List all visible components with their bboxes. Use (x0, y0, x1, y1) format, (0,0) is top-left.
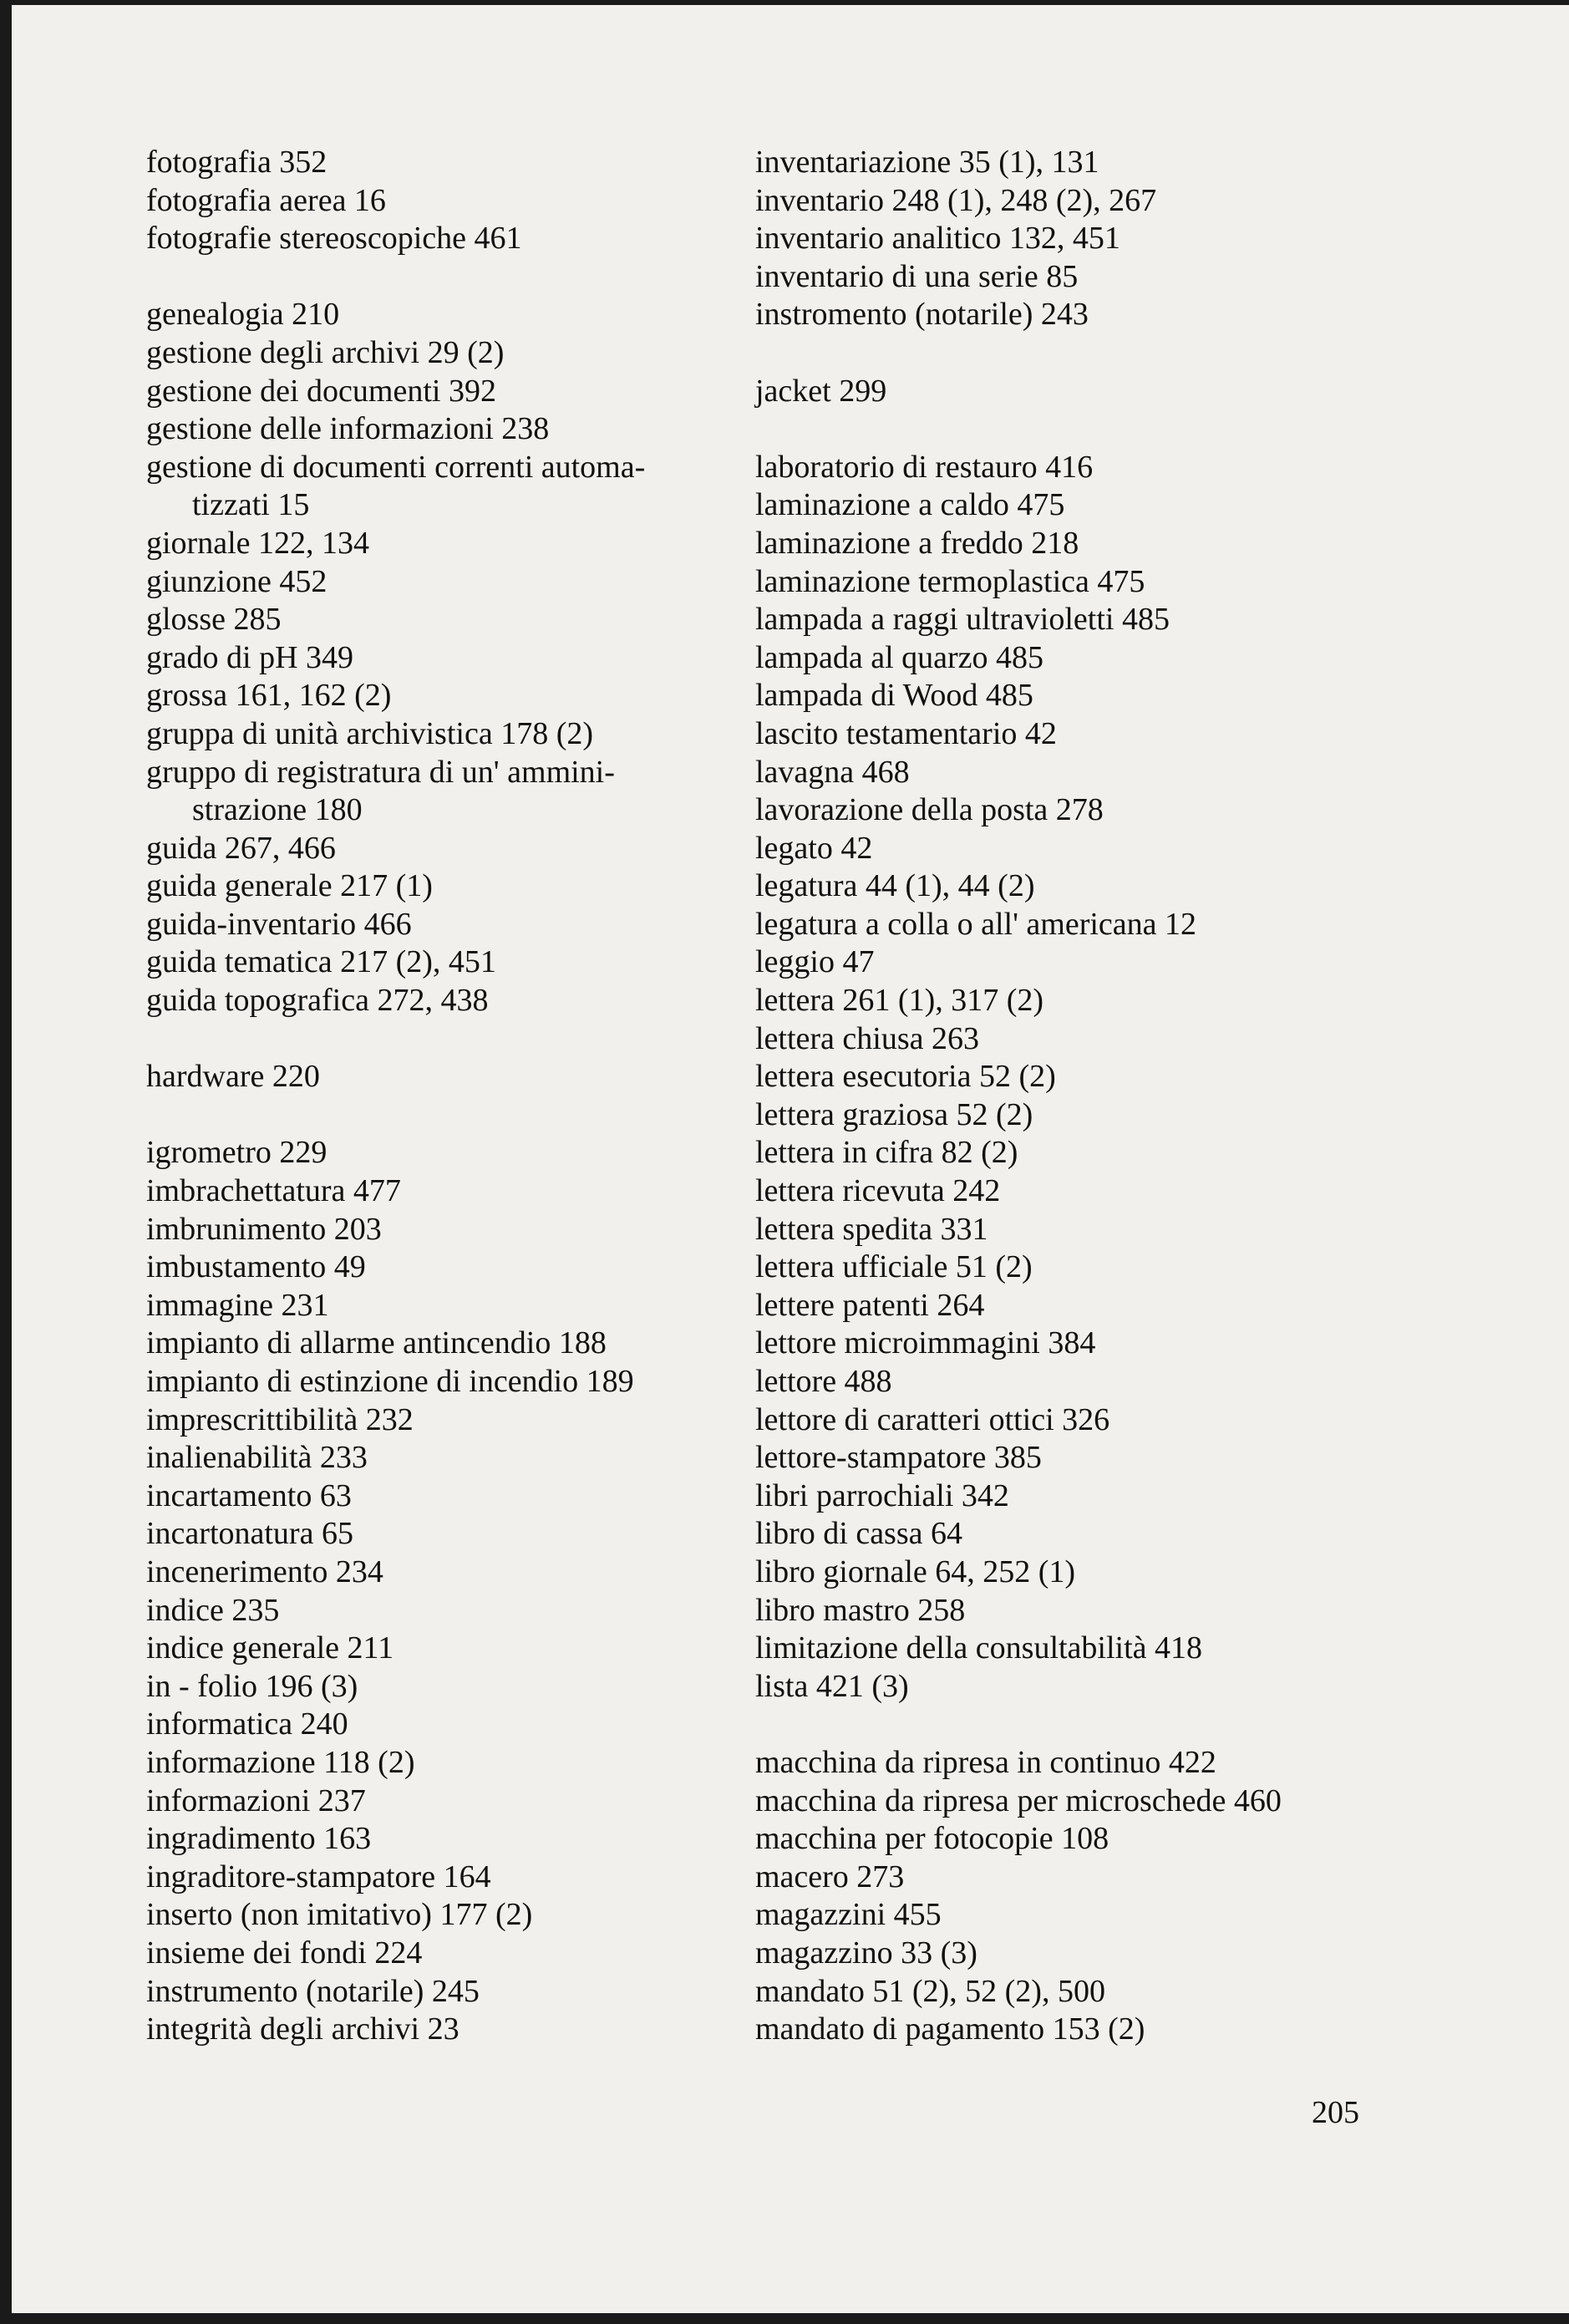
index-entry: gruppa di unità archivistica 178 (2) (146, 715, 594, 751)
index-entry: lavorazione della posta 278 (755, 792, 1104, 828)
index-entry: guida topografica 272, 438 (146, 983, 489, 1019)
index-entry: inalienabilità 233 (146, 1440, 368, 1476)
index-entry: grado di pH 349 (146, 639, 354, 675)
index-page (12, 5, 1569, 2313)
index-entry: giunzione 452 (146, 563, 328, 599)
index-entry: lettera chiusa 263 (755, 1020, 980, 1056)
index-entry: instrumento (notarile) 245 (146, 1973, 480, 2009)
index-entry: ingradimento 163 (146, 1821, 372, 1857)
index-entry: macchina da ripresa in continuo 422 (755, 1744, 1216, 1780)
index-entry: inserto (non imitativo) 177 (2) (146, 1897, 533, 1933)
index-entry: gestione dei documenti 392 (146, 373, 496, 409)
index-column-left (146, 144, 764, 2049)
index-entry: inventario di una serie 85 (755, 258, 1079, 294)
index-entry: fotografia aerea 16 (146, 182, 386, 218)
index-entry: imbustamento 49 (146, 1249, 366, 1285)
index-entry: laboratorio di restauro 416 (755, 449, 1094, 485)
index-entry: informazione 118 (2) (146, 1744, 415, 1780)
index-entry: leggio 47 (755, 944, 875, 980)
index-entry: impianto di allarme antincendio 188 (146, 1325, 607, 1361)
index-entry: giornale 122, 134 (146, 525, 370, 561)
index-entry: imprescrittibilità 232 (146, 1401, 414, 1437)
index-entry: guida-inventario 466 (146, 906, 412, 942)
index-entry: lampada al quarzo 485 (755, 639, 1044, 675)
section-gap (755, 410, 1490, 449)
section-gap (146, 1020, 764, 1059)
index-entry: lettera ufficiale 51 (2) (755, 1249, 1033, 1285)
index-entry: libro giornale 64, 252 (1) (755, 1554, 1076, 1589)
index-entry: gestione di documenti correnti automa- (146, 449, 646, 485)
index-entry: libro mastro 258 (755, 1592, 966, 1628)
index-entry: lascito testamentario 42 (755, 715, 1057, 751)
index-entry: incartamento 63 (146, 1477, 352, 1513)
index-entry: lettere patenti 264 (755, 1287, 985, 1323)
index-entry: gestione delle informazioni 238 (146, 411, 550, 447)
index-entry: incenerimento 234 (146, 1554, 383, 1589)
index-entry: ingraditore-stampatore 164 (146, 1859, 491, 1894)
section-gap (146, 258, 764, 297)
index-entry: indice 235 (146, 1592, 280, 1628)
index-entry: indice generale 211 (146, 1630, 394, 1666)
index-entry: lavagna 468 (755, 754, 910, 790)
index-entry: informatica 240 (146, 1706, 348, 1742)
index-entry: lettore 488 (755, 1364, 892, 1399)
index-entry: legatura a colla o all' americana 12 (755, 906, 1197, 942)
index-entry: incartonatura 65 (146, 1516, 353, 1552)
index-entry: laminazione a freddo 218 (755, 525, 1079, 561)
index-entry: imbrunimento 203 (146, 1211, 382, 1247)
index-entry: legato 42 (755, 830, 873, 866)
index-entry: lettera esecutoria 52 (2) (755, 1059, 1056, 1095)
index-entry: grossa 161, 162 (2) (146, 678, 392, 714)
index-entry: libro di cassa 64 (755, 1516, 963, 1552)
index-entry: lettore di caratteri ottici 326 (755, 1401, 1110, 1437)
index-entry: gruppo di registratura di un' ammini- (146, 754, 615, 790)
index-entry: lista 421 (3) (755, 1668, 909, 1704)
index-entry: impianto di estinzione di incendio 189 (146, 1364, 634, 1399)
index-entry: lettore microimmagini 384 (755, 1325, 1096, 1361)
index-entry: immagine 231 (146, 1287, 329, 1323)
index-entry: guida 267, 466 (146, 830, 336, 866)
index-entry: lampada di Wood 485 (755, 678, 1033, 714)
index-entry: legatura 44 (1), 44 (2) (755, 868, 1035, 904)
index-entry: igrometro 229 (146, 1135, 328, 1171)
section-gap (755, 334, 1490, 373)
index-entry: informazioni 237 (146, 1782, 366, 1818)
index-entry: gestione degli archivi 29 (2) (146, 334, 505, 370)
section-gap (146, 1096, 764, 1135)
index-entry: limitazione della consultabilità 418 (755, 1630, 1203, 1666)
index-entry: inventario analitico 132, 451 (755, 221, 1120, 257)
index-entry: lettera 261 (1), 317 (2) (755, 983, 1044, 1019)
index-entry: laminazione a caldo 475 (755, 487, 1065, 523)
index-entry: mandato 51 (2), 52 (2), 500 (755, 1973, 1105, 2009)
index-entry: lettore-stampatore 385 (755, 1440, 1042, 1476)
index-entry: glosse 285 (146, 602, 282, 638)
index-entry: magazzino 33 (3) (755, 1935, 977, 1971)
index-entry: lampada a raggi ultravioletti 485 (755, 602, 1170, 638)
index-entry: jacket 299 (755, 373, 887, 409)
index-entry-continuation: tizzati 15 (192, 487, 310, 523)
index-entry: lettera graziosa 52 (2) (755, 1096, 1033, 1132)
section-gap (755, 1706, 1490, 1744)
page-number: 205 (1312, 2095, 1359, 2130)
index-entry: integrità degli archivi 23 (146, 2011, 460, 2047)
index-entry: inventariazione 35 (1), 131 (755, 145, 1099, 180)
index-entry: lettera in cifra 82 (2) (755, 1135, 1018, 1171)
index-entry: libri parrochiali 342 (755, 1477, 1009, 1513)
index-entry: macchina da ripresa per microschede 460 (755, 1782, 1282, 1818)
index-entry-continuation: strazione 180 (192, 792, 363, 828)
index-entry: lettera spedita 331 (755, 1211, 988, 1247)
index-entry: in - folio 196 (3) (146, 1668, 358, 1704)
index-entry: macchina per fotocopie 108 (755, 1821, 1109, 1857)
index-entry: insieme dei fondi 224 (146, 1935, 423, 1971)
index-entry: magazzini 455 (755, 1897, 942, 1933)
index-entry: guida tematica 217 (2), 451 (146, 944, 496, 980)
index-entry: macero 273 (755, 1859, 905, 1894)
index-entry: hardware 220 (146, 1059, 320, 1095)
index-entry: inventario 248 (1), 248 (2), 267 (755, 182, 1157, 218)
index-entry: mandato di pagamento 153 (2) (755, 2011, 1145, 2047)
index-entry: fotografie stereoscopiche 461 (146, 221, 522, 257)
index-entry: imbrachettatura 477 (146, 1173, 401, 1209)
index-entry: lettera ricevuta 242 (755, 1173, 1001, 1209)
index-entry: laminazione termoplastica 475 (755, 563, 1145, 599)
index-entry: instromento (notarile) 243 (755, 297, 1089, 333)
index-entry: fotografia 352 (146, 145, 328, 180)
index-entry: genealogia 210 (146, 297, 340, 333)
index-column-right (755, 144, 1490, 2049)
index-entry: guida generale 217 (1) (146, 868, 433, 904)
